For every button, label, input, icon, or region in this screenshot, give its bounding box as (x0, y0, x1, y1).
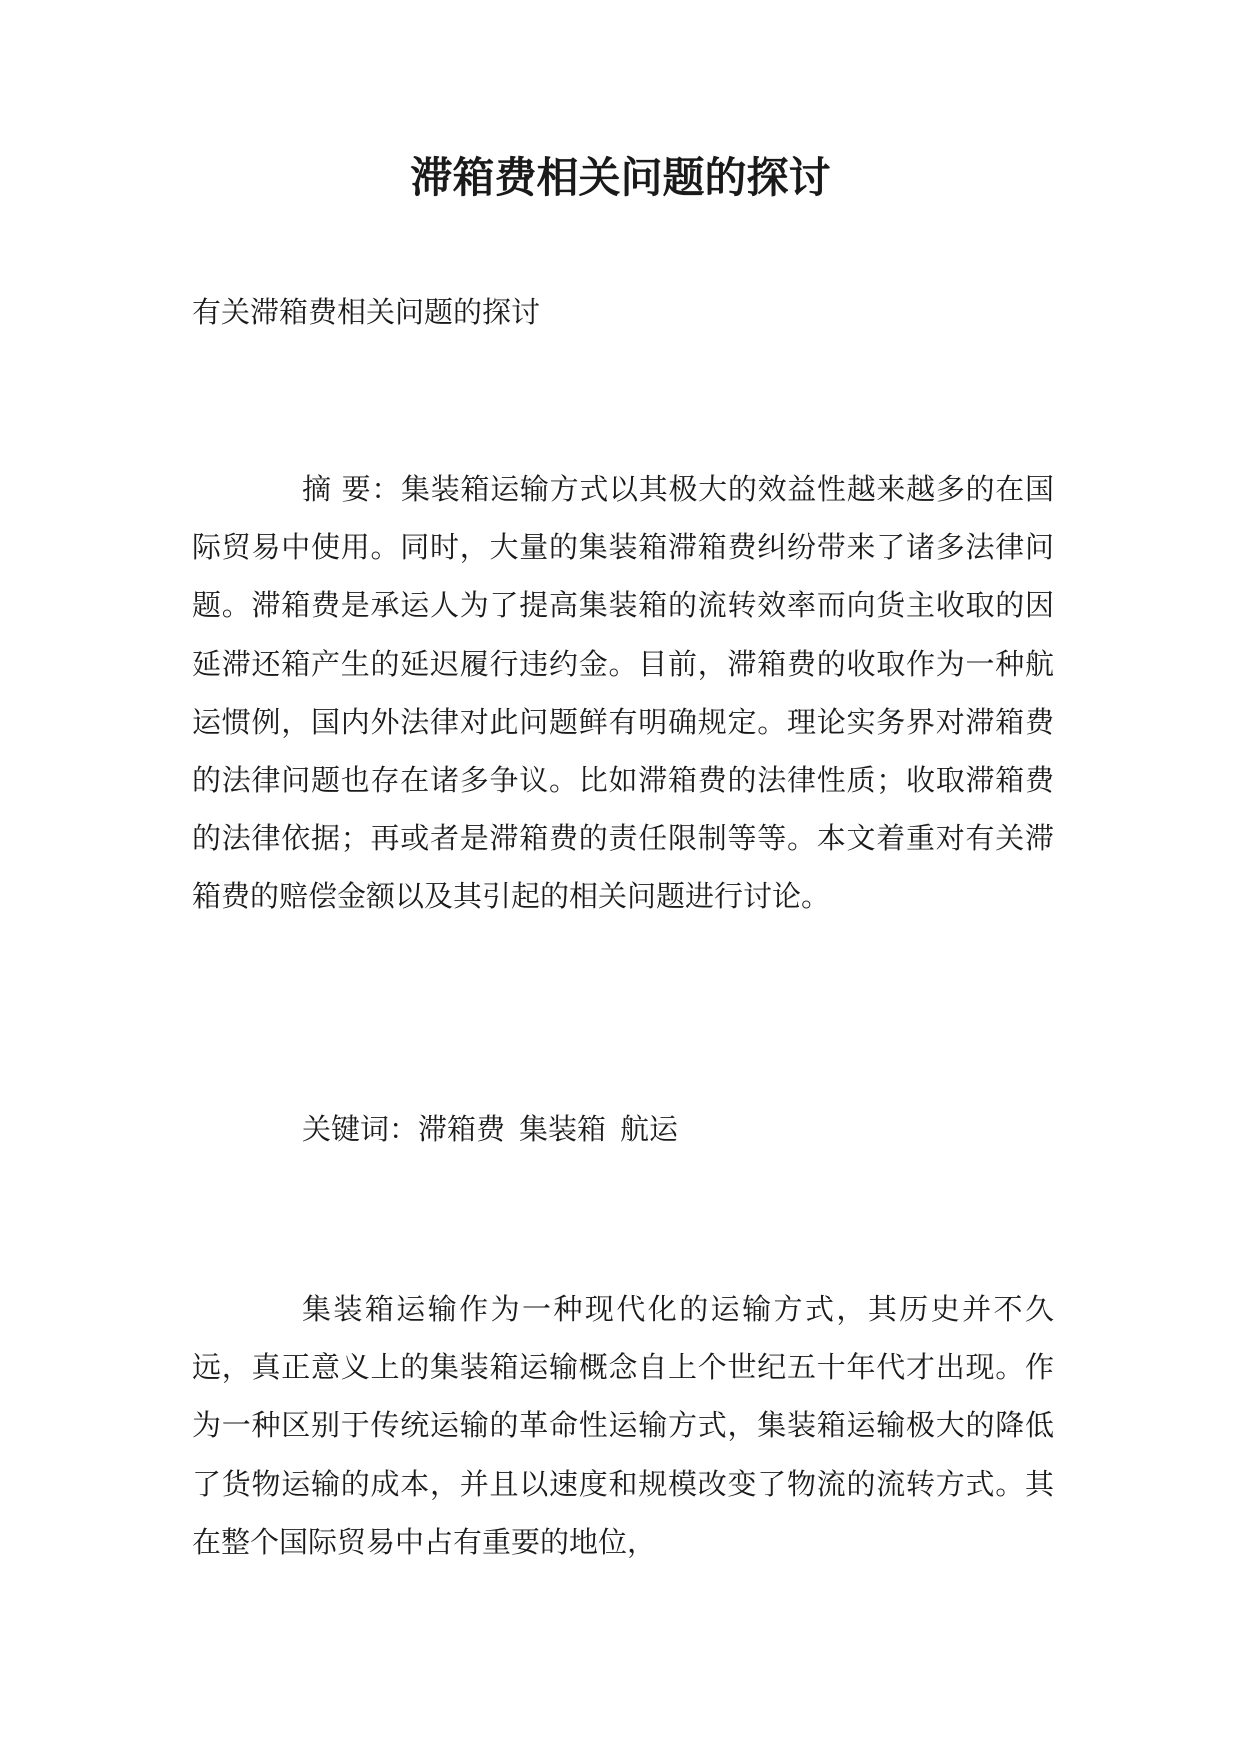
intro-paragraph: 集装箱运输作为一种现代化的运输方式，其历史并不久远，真正意义上的集装箱运输概念自上个世纪五十年代才出现。作为一种区别于传统运输的革命性运输方式，集装箱运输极大的降低了货物运输的成本，并且以速度和规模改变了物流的流转方式。其在整个国际贸易中占有重要的地位， (192, 1292, 1054, 1559)
abstract-paragraph: 摘 要：集装箱运输方式以其极大的效益性越来越多的在国际贸易中使用。同时，大量的集装箱滞箱费纠纷带来了诸多法律问题。滞箱费是承运人为了提高集装箱的流转效率而向货主收取的因延滞还箱产生的延迟履行违约金。目前，滞箱费的收取作为一种航运惯例，国内外法律对此问题鲜有明确规定。理论实务界对滞箱费的法律问题也存在诸多争议。比如滞箱费的法律性质；收取滞箱费的法律依据；再或者是滞箱费的责任限制等等。本文着重对有关滞箱费的赔偿金额以及其引起的相关问题进行讨论。 (192, 472, 1054, 914)
page-title: 滞箱费相关问题的探讨 (410, 153, 831, 202)
keywords-line (192, 1100, 1054, 1158)
subtitle: 有关滞箱费相关问题的探讨 (192, 295, 541, 329)
keywords-label: 关键词： (302, 1112, 419, 1146)
keyword-term: 滞箱费 (418, 1112, 506, 1146)
keyword-term: 集装箱 (519, 1112, 607, 1146)
keyword-term: 航运 (620, 1112, 679, 1146)
